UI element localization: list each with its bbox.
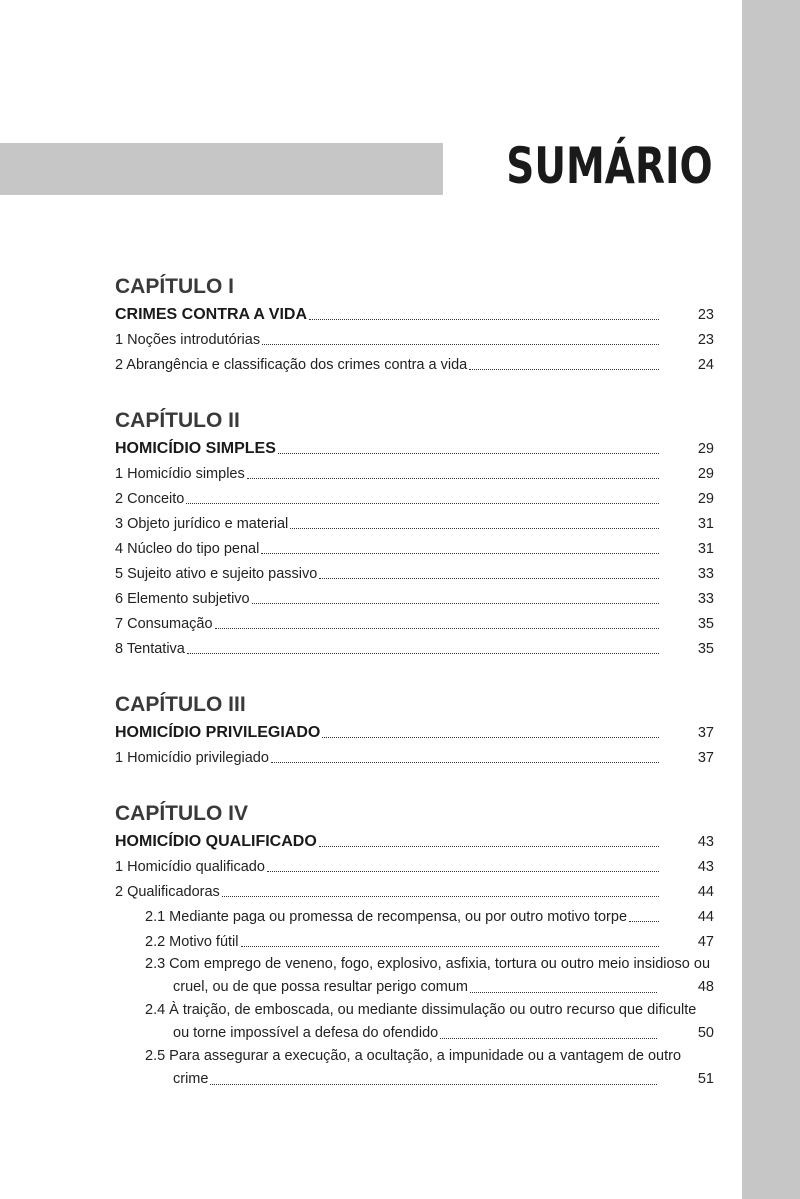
page-title: SUMÁRIO — [506, 137, 713, 195]
dot-leader — [210, 1083, 657, 1085]
toc-entry[interactable] — [115, 879, 714, 901]
page-number: 44 — [697, 884, 714, 900]
page-number: 50 — [697, 1025, 714, 1041]
page-number: 29 — [697, 441, 714, 457]
page-number: 51 — [697, 1071, 714, 1087]
entry-title: 1 Homicídio simples — [115, 466, 245, 482]
toc-entry[interactable] — [115, 611, 714, 633]
entry-title-line1: 2.5 Para assegurar a execução, a ocultação, a impunidade ou a vantagem de outro — [145, 1048, 682, 1064]
chapter-label: CAPÍTULO IV — [115, 802, 249, 825]
toc-entry[interactable] — [115, 461, 714, 483]
chapter-heading-entry[interactable] — [115, 720, 714, 742]
dot-leader — [252, 602, 659, 604]
page-number: 33 — [697, 566, 714, 582]
toc-entry[interactable] — [115, 586, 714, 608]
dot-leader — [247, 477, 659, 479]
toc-entry[interactable] — [115, 561, 714, 583]
page-number: 43 — [697, 834, 714, 850]
page-number: 43 — [697, 859, 714, 875]
toc-entry[interactable] — [115, 352, 714, 374]
toc-subentry-multiline[interactable] — [145, 1045, 714, 1091]
page-number: 24 — [697, 357, 714, 373]
chapter-label: CAPÍTULO II — [115, 409, 240, 432]
entry-title: 1 Homicídio qualificado — [115, 859, 265, 875]
toc-subentry-multiline[interactable] — [145, 953, 714, 999]
dot-leader — [267, 870, 659, 872]
toc-subentry[interactable] — [145, 929, 714, 951]
entry-title: 3 Objeto jurídico e material — [115, 516, 289, 532]
page-number: 47 — [697, 934, 714, 950]
entry-title: CRIMES CONTRA A VIDA — [115, 306, 307, 323]
entry-title: 1 Noções introdutórias — [115, 332, 261, 348]
dot-leader — [222, 895, 659, 897]
toc-subentry[interactable] — [145, 904, 714, 926]
entry-title: 4 Núcleo do tipo penal — [115, 541, 260, 557]
dot-leader — [271, 761, 659, 763]
page-number: 35 — [697, 616, 714, 632]
entry-title: HOMICÍDIO QUALIFICADO — [115, 833, 317, 850]
page-number: 37 — [697, 725, 714, 741]
dot-leader — [629, 920, 659, 922]
dot-leader — [241, 945, 660, 947]
dot-leader — [440, 1037, 657, 1039]
toc-entry[interactable] — [115, 511, 714, 533]
page-number: 44 — [697, 909, 714, 925]
page-number: 35 — [697, 641, 714, 657]
toc-subentry-multiline[interactable] — [145, 999, 714, 1045]
page-number: 33 — [697, 591, 714, 607]
entry-title: 2.2 Motivo fútil — [145, 934, 239, 950]
dot-leader — [319, 845, 659, 847]
toc-entry[interactable] — [115, 327, 714, 349]
entry-title: 1 Homicídio privilegiado — [115, 750, 269, 766]
dot-leader — [261, 552, 659, 554]
toc-entry[interactable] — [115, 486, 714, 508]
toc-entry[interactable] — [115, 745, 714, 767]
dot-leader — [322, 736, 659, 738]
title-decor-bar — [0, 143, 443, 195]
dot-leader — [186, 502, 659, 504]
entry-title: 2 Abrangência e classificação dos crimes contra a vida — [115, 357, 468, 373]
chapter-heading-entry[interactable] — [115, 829, 714, 851]
dot-leader — [215, 627, 659, 629]
page-number: 37 — [697, 750, 714, 766]
chapter-heading-entry[interactable] — [115, 436, 714, 458]
entry-title: HOMICÍDIO PRIVILEGIADO — [115, 724, 321, 741]
page-number: 31 — [697, 516, 714, 532]
page-number: 48 — [697, 979, 714, 995]
dot-leader — [290, 527, 659, 529]
page-number: 29 — [697, 466, 714, 482]
entry-title-line2: ou torne impossível a defesa do ofendido — [173, 1025, 439, 1041]
dot-leader — [309, 318, 659, 320]
page-number: 23 — [697, 332, 714, 348]
entry-title: 2.1 Mediante paga ou promessa de recompensa, ou por outro motivo torpe — [145, 909, 628, 925]
page-number: 29 — [697, 491, 714, 507]
entry-title: 8 Tentativa — [115, 641, 185, 657]
dot-leader — [470, 991, 657, 993]
chapter-label: CAPÍTULO III — [115, 693, 246, 716]
entry-title: HOMICÍDIO SIMPLES — [115, 440, 276, 457]
entry-title-line1: 2.4 À traição, de emboscada, ou mediante dissimulação ou outro recurso que dificulte — [145, 1002, 697, 1018]
entry-title-line2: cruel, ou de que possa resultar perigo comum — [173, 979, 468, 995]
chapter-heading-entry[interactable] — [115, 302, 714, 324]
entry-title: 2 Conceito — [115, 491, 185, 507]
toc-entry[interactable] — [115, 636, 714, 658]
dot-leader — [469, 368, 659, 370]
entry-title: 5 Sujeito ativo e sujeito passivo — [115, 566, 318, 582]
dot-leader — [278, 452, 659, 454]
page-number: 31 — [697, 541, 714, 557]
entry-title-line2: crime — [173, 1071, 209, 1087]
entry-title-line1: 2.3 Com emprego de veneno, fogo, explosivo, asfixia, tortura ou outro meio insidioso ou — [145, 956, 711, 972]
page-number: 23 — [697, 307, 714, 323]
toc-entry[interactable] — [115, 536, 714, 558]
entry-title: 7 Consumação — [115, 616, 213, 632]
dot-leader — [187, 652, 659, 654]
dot-leader — [319, 577, 659, 579]
dot-leader — [262, 343, 659, 345]
chapter-label: CAPÍTULO I — [115, 275, 234, 298]
entry-title: 2 Qualificadoras — [115, 884, 220, 900]
toc-entry[interactable] — [115, 854, 714, 876]
entry-title: 6 Elemento subjetivo — [115, 591, 250, 607]
page-edge-strip — [742, 0, 800, 1199]
